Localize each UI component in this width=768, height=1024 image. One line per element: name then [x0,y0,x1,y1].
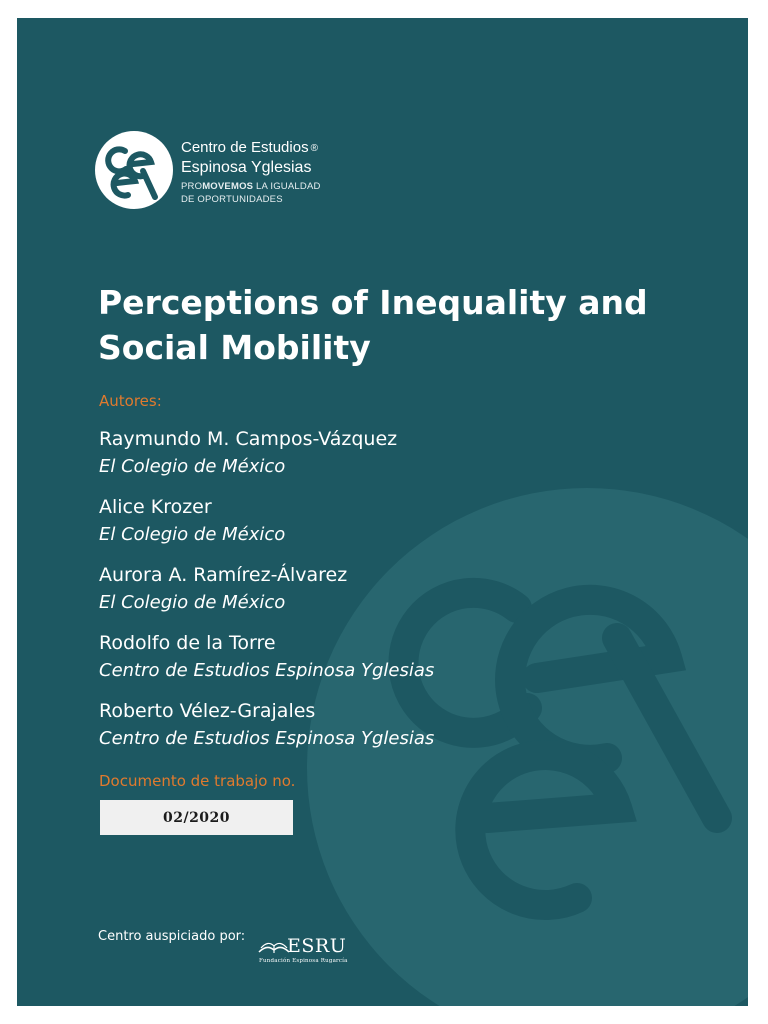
authors-list [99,425,659,765]
author-affiliation: El Colegio de México [99,524,286,545]
author-affiliation: Centro de Estudios Espinosa Yglesias [99,728,435,749]
author-entry [99,561,659,629]
working-paper-label: Documento de trabajo no. [99,772,296,790]
title-line2: Social Mobility [98,328,371,367]
logo-name-line1: Centro de Estudios ® [181,139,318,156]
registered-mark: ® [310,143,318,154]
ceey-logo-icon [95,131,173,209]
author-name: Alice Krozer [99,496,212,518]
esru-name: ESRU [287,935,347,957]
esru-subtitle: Fundación Espinosa Rugarcía [259,958,348,964]
author-entry [99,425,659,493]
cover-page [17,18,748,1006]
author-entry [99,697,659,765]
open-book-icon [257,936,291,956]
author-name: Rodolfo de la Torre [99,632,276,654]
title-line1: Perceptions of Inequality and [98,283,648,322]
author-name: Aurora A. Ramírez-Álvarez [99,564,348,586]
author-affiliation: El Colegio de México [99,592,286,613]
esru-logo [257,934,377,970]
author-affiliation: Centro de Estudios Espinosa Yglesias [99,660,435,681]
working-paper-number-box [100,800,293,835]
author-entry [99,629,659,697]
logo-name-line2: Espinosa Yglesias [181,159,312,176]
author-name: Roberto Vélez-Grajales [99,700,316,722]
authors-label: Autores: [99,392,162,410]
author-name: Raymundo M. Campos-Vázquez [99,428,398,450]
author-affiliation: El Colegio de México [99,456,286,477]
document-title [98,280,698,370]
author-entry [99,493,659,561]
logo-wordmark [181,138,321,206]
logo-tagline: PROMOVEMOS LA IGUALDAD DE OPORTUNIDADES [181,181,321,205]
sponsor-label: Centro auspiciado por: [98,929,246,944]
working-paper-number: 02/2020 [162,809,231,826]
